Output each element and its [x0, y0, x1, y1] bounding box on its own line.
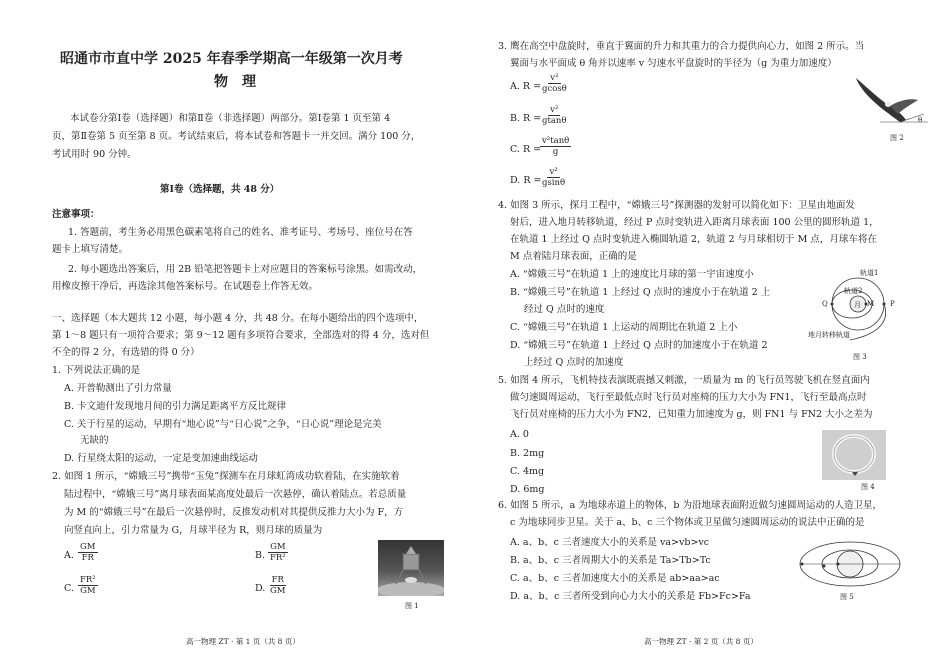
- q1-option-a: A. 开普勒测出了引力常量: [64, 383, 172, 394]
- q5-option-b: B. 2mg: [510, 448, 545, 459]
- q3-option-c-label: C. R =: [510, 144, 542, 155]
- q4-line: M 点着陆月球表面，正确的是: [510, 251, 637, 262]
- q6-option-d: D. a、b、c 三者所受到向心力大小的关系是 Fb>Fc>Fa: [510, 591, 751, 602]
- q6-option-c: C. a、b、c 三者加速度大小的关系是 ab>aa>ac: [510, 573, 720, 584]
- exam-title: 昭通市市直中学 2025 年春季学期高一年级第一次月考: [60, 51, 403, 67]
- q2-line: 2. 如图 1 所示，“嫦娥三号”携带“玉兔”探测车在月球虹湾成功软着陆，在实施软着: [52, 471, 400, 482]
- q1-option-c-cont: 无缺的: [80, 435, 109, 446]
- figure-4-caption: 图 4: [861, 483, 875, 491]
- q1-stem: 1. 下列说法正确的是: [52, 365, 141, 376]
- q3-option-a-label: A. R =: [510, 81, 542, 92]
- notes-title: 注意事项：: [52, 209, 100, 220]
- intro-line: 本试卷分第Ⅰ卷（选择题）和第Ⅱ卷（非选择题）两部分。第Ⅰ卷第 1 页至第 4: [70, 113, 391, 124]
- orbit-2-label: 轨道2: [844, 287, 863, 295]
- orbit-1-label: 轨道1: [860, 269, 879, 277]
- figure-1-caption: 图 1: [405, 602, 419, 610]
- point-p-label: P: [890, 300, 895, 308]
- part1-title: 第Ⅰ卷（选择题，共 48 分）: [160, 184, 280, 195]
- q4-option-d-cont: 上经过 Q 点时的加速度: [524, 357, 624, 368]
- note-line: 1. 答题前，考生务必用黑色碳素笔将自己的姓名、准考证号、考场号、座位号在答: [68, 227, 413, 238]
- moon-label: 月: [854, 301, 861, 309]
- q3-line: 3. 鹰在高空中盘旋时，垂直于翼面的升力和其重力的合力提供向心力，如图 2 所示。当: [498, 41, 865, 52]
- q2-option-a-label: A.: [64, 550, 74, 561]
- intro-line: 考试用时 90 分钟。: [52, 149, 137, 160]
- note-line: 用橡皮擦干净后，再选涂其他答案标号。在试题卷上作答无效。: [52, 281, 319, 292]
- point-m-label: M: [867, 300, 875, 308]
- intro-line: 页，第Ⅱ卷第 5 页至第 8 页。考试结束后，将本试卷和答题卡一并交回。满分 100 分，: [52, 131, 421, 142]
- q6-option-b: B. a、b、c 三者周期大小的关系是 Ta>Tb>Tc: [510, 555, 711, 566]
- q3-line: 翼面与水平面成 θ 角并以速率 v 匀速水平盘旋时的半径为（g 为重力加速度）: [510, 58, 837, 69]
- q3-option-b-fraction: $\frac{\text{v²}}{gtan\theta}$: [542, 105, 567, 126]
- q5-line: 5. 如图 4 所示，飞机特技表演既震撼又刺激，一质量为 m 的飞行员驾驶飞机在竖直面内: [498, 375, 870, 386]
- q4-line: 4. 如图 3 所示，探月工程中，“嫦娥三号”探测器的发射可以简化如下：卫星由地面发: [498, 200, 855, 211]
- q4-line: 在轨道 1 上经过 Q 点时变轨进入椭圆轨道 2，轨道 2 与月球相切于 M 点，月球车将在: [510, 234, 877, 245]
- q6-option-a: A. a、b、c 三者速度大小的关系是 va>vb>vc: [510, 537, 710, 548]
- q4-option-b-cont: 经过 Q 点时的速度: [524, 304, 605, 315]
- q2-option-d-fraction: $\frac{FR}{GM}$: [270, 575, 286, 596]
- q4-option-c: C. “嫦娥三号”在轨道 1 上运动的周期比在轨道 2 上小: [510, 322, 738, 333]
- q4-line: 射后，进入地月转移轨道，经过 P 点时变轨进入距离月球表面 100 公里的圆形轨道 1，: [510, 217, 879, 228]
- q5-line: 飞行员对座椅的压力大小为 FN2，已知重力加速度为 g，则 FN1 与 FN2 大小之差为: [510, 409, 873, 420]
- transfer-orbit-label: 地月转移轨道: [808, 331, 850, 339]
- q4-option-b: B. “嫦娥三号”在轨道 1 上经过 Q 点时的速度小于在轨道 2 上: [510, 287, 771, 298]
- q5-line: 做匀速圆周运动，飞行至最低点时飞行员对座椅的压力大小为 FN1，飞行至最高点时: [510, 392, 867, 403]
- q2-option-d-label: D.: [255, 583, 266, 594]
- q3-option-b-label: B. R =: [510, 113, 542, 124]
- section1-line: 不全的得 2 分，有选错的得 0 分）: [52, 347, 200, 358]
- q2-option-c-fraction: $\frac{\text{FR²}}{GM}$: [80, 575, 96, 596]
- q2-option-a-fraction: $\frac{GM}{FR}$: [80, 542, 96, 563]
- q1-option-b: B. 卡文迪什发现地月间的引力满足距离平方反比规律: [64, 401, 287, 412]
- point-q-label: Q: [822, 300, 828, 308]
- earth-satellites-diagram: [796, 538, 904, 590]
- page-footer: 高一物理 ZT · 第 1 页（共 8 页）: [186, 637, 300, 646]
- q2-option-b-fraction: $\frac{GM}{\text{FR²}}$: [270, 542, 286, 563]
- aircraft-loop-photo: [822, 430, 886, 480]
- section1-line: 第 1～8 题只有一项符合要求；第 9～12 题有多项符合要求，全部选对的得 4 分，选对但: [52, 330, 430, 341]
- subject-title: 物 理: [214, 74, 256, 90]
- page-2: [478, 0, 950, 654]
- q5-option-a: A. 0: [510, 429, 529, 440]
- q4-option-d: D. “嫦娥三号”在轨道 1 上经过 Q 点时的加速度小于在轨道 2: [510, 340, 768, 351]
- q5-option-c: C. 4mg: [510, 466, 545, 477]
- note-line: 2. 每小题选出答案后，用 2B 铅笔把答题卡上对应题目的答案标号涂黑。如需改动，: [68, 264, 423, 275]
- note-line: 题卡上填写清楚。: [52, 244, 129, 255]
- section1-line: 一、选择题（本大题共 12 小题，每小题 4 分，共 48 分。在每小题给出的四个选项中，: [52, 313, 424, 324]
- page-footer: 高一物理 ZT · 第 2 页（共 8 页）: [644, 637, 758, 646]
- figure-3-caption: 图 3: [853, 353, 867, 361]
- q3-option-c-fraction: $\frac{\text{v²tanθ}}{g}$: [542, 136, 570, 157]
- q4-option-a: A. “嫦娥三号”在轨道 1 上的速度比月球的第一宇宙速度小: [510, 269, 754, 280]
- q1-option-c: C. 关于行星的运动，早期有“地心说”与“日心说”之争，“日心说”理论是完美: [64, 419, 382, 430]
- q5-option-d: D. 6mg: [510, 484, 545, 495]
- q2-option-c-label: C.: [64, 583, 74, 594]
- q2-line: 为 M 的“嫦娥三号”在最后一次悬停时，反推发动机对其提供反推力大小为 F，方: [64, 507, 404, 518]
- figure-2-caption: 图 2: [890, 134, 904, 142]
- q1-option-d: D. 行星绕太阳的运动，一定是变加速曲线运动: [64, 453, 258, 464]
- q6-line: c 为地球同步卫星。关于 a、b、c 三个物体或卫星做匀速圆周运动的说法中正确的是: [510, 517, 865, 528]
- figure-5-caption: 图 5: [840, 593, 854, 601]
- q6-line: 6. 如图 5 所示，a 为地球赤道上的物体，b 为沿地球表面附近做匀速圆周运动的人造卫星，: [498, 500, 882, 511]
- q2-option-b-label: B.: [255, 550, 266, 561]
- lunar-lander-photo: [378, 540, 444, 596]
- q2-line: 向竖直向上，引力常量为 G，月球半径为 R，则月球的质量为: [64, 525, 323, 536]
- q3-option-a-fraction: $\frac{\text{v²}}{gcos\theta}$: [542, 73, 567, 94]
- angle-theta-label: θ: [918, 116, 923, 124]
- q2-line: 陆过程中，“嫦娥三号”离月球表面某高度处最后一次悬停，确认着陆点。若总质量: [64, 489, 407, 500]
- q3-option-d-fraction: $\frac{\text{v²}}{gsin\theta}$: [542, 167, 566, 188]
- q3-option-d-label: D. R =: [510, 175, 542, 186]
